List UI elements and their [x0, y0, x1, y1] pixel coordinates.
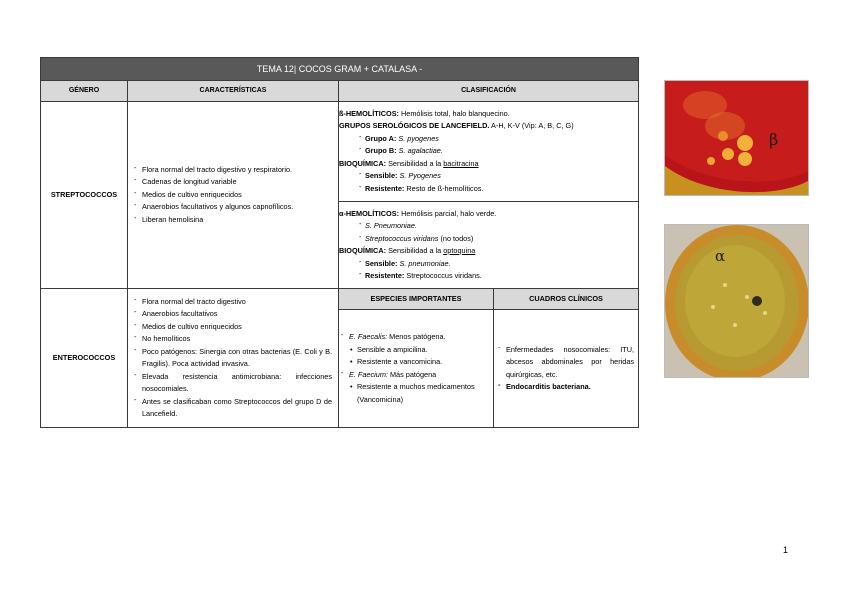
genus-enterococcos: ENTEROCOCCOS	[41, 289, 128, 428]
list-item: - Medios de cultivo enriquecidos	[134, 321, 332, 334]
alpha-hemolytic-cell: α-HEMOLÍTICOS: Hemólisis parcial, halo verde. - S. Pneumoniae. - Streptococcus viridans (no todos) BIOQUÍMICA: Sensibilidad a la optoquina - Sensible: S. pneumoniae. - Resistente: Streptococcus viridans.	[339, 202, 639, 289]
genus-streptococcos: STREPTOCOCCOS	[41, 102, 128, 289]
list-item: - Poco patógenos: Sinergia con otras bacterias (E. Coli y B. Fragilis). Poca actividad invasiva.	[134, 346, 332, 371]
strepto-features	[128, 102, 339, 289]
header-clasificacion: CLASIFICACIÓN	[339, 81, 639, 102]
table-title: TEMA 12| COCOS GRAM + CATALASA -	[41, 58, 639, 81]
list-item: - Liberan hemolisina	[134, 214, 332, 227]
list-item: - Medios de cultivo enriquecidos	[134, 189, 332, 202]
alpha-hemolysis-photo	[664, 224, 809, 378]
list-item: - Elevada resistencia antimicrobiana: infecciones nosocomiales.	[134, 371, 332, 396]
list-item: - Anaerobios facultativos	[134, 308, 332, 321]
alpha-label: α	[715, 247, 726, 265]
species-header: ESPECIES IMPORTANTES	[339, 289, 494, 310]
list-item: - No hemolíticos	[134, 333, 332, 346]
clinical-header: CUADROS CLÍNICOS	[494, 289, 639, 310]
list-item: - Endocarditis bacteriana.	[498, 381, 634, 394]
list-item: - E. Faecium: Más patógena	[341, 369, 493, 382]
entero-features	[128, 289, 339, 428]
list-item: - Flora normal del tracto digestivo	[134, 296, 332, 309]
list-item: - Cadenas de longitud variable	[134, 176, 332, 189]
list-item: - E. Faecalis: Menos patógena.	[341, 331, 493, 344]
list-item: - Enfermedades nosocomiales: ITU, abcesos abdominales por heridas quirúrgicas, etc.	[498, 344, 634, 382]
beta-label: β	[769, 130, 779, 149]
species-cell: - E. Faecalis: Menos patógena. • Sensible a ampicilina. • Resistente a vancomicina. - E. Faecium: Más patógena • Resistente a muchos medicamentos (Vancomicina)	[339, 310, 494, 428]
clinical-cell	[494, 310, 639, 428]
summary-table	[40, 57, 639, 428]
beta-hemolytic-cell: ß-HEMOLÍTICOS: Hemólisis total, halo blanquecino. GRUPOS SEROLÓGICOS DE LANCEFIELD. A-H, K-V (Vip: A, B, C, G) - Grupo A: S. pyogenes - Grupo B: S. agalactiae. BIOQUÍMICA: Sensibilidad a la bacitracina - Sensible: S. Pyogenes - Resistente: Resto de ß-hemolíticos.	[339, 102, 639, 202]
header-genero: GÉNERO	[41, 81, 128, 102]
list-item: - Flora normal del tracto digestivo y respiratorio.	[134, 164, 332, 177]
list-item: - Anaerobios facultativos y algunos capnofílicos.	[134, 201, 332, 214]
beta-hemolysis-photo	[664, 80, 809, 196]
list-item: - Antes se clasificaban como Streptococcos del grupo D de Lancefield.	[134, 396, 332, 421]
header-caracteristicas: CARACTERÍSTICAS	[128, 81, 339, 102]
page-number: 1	[783, 545, 789, 555]
